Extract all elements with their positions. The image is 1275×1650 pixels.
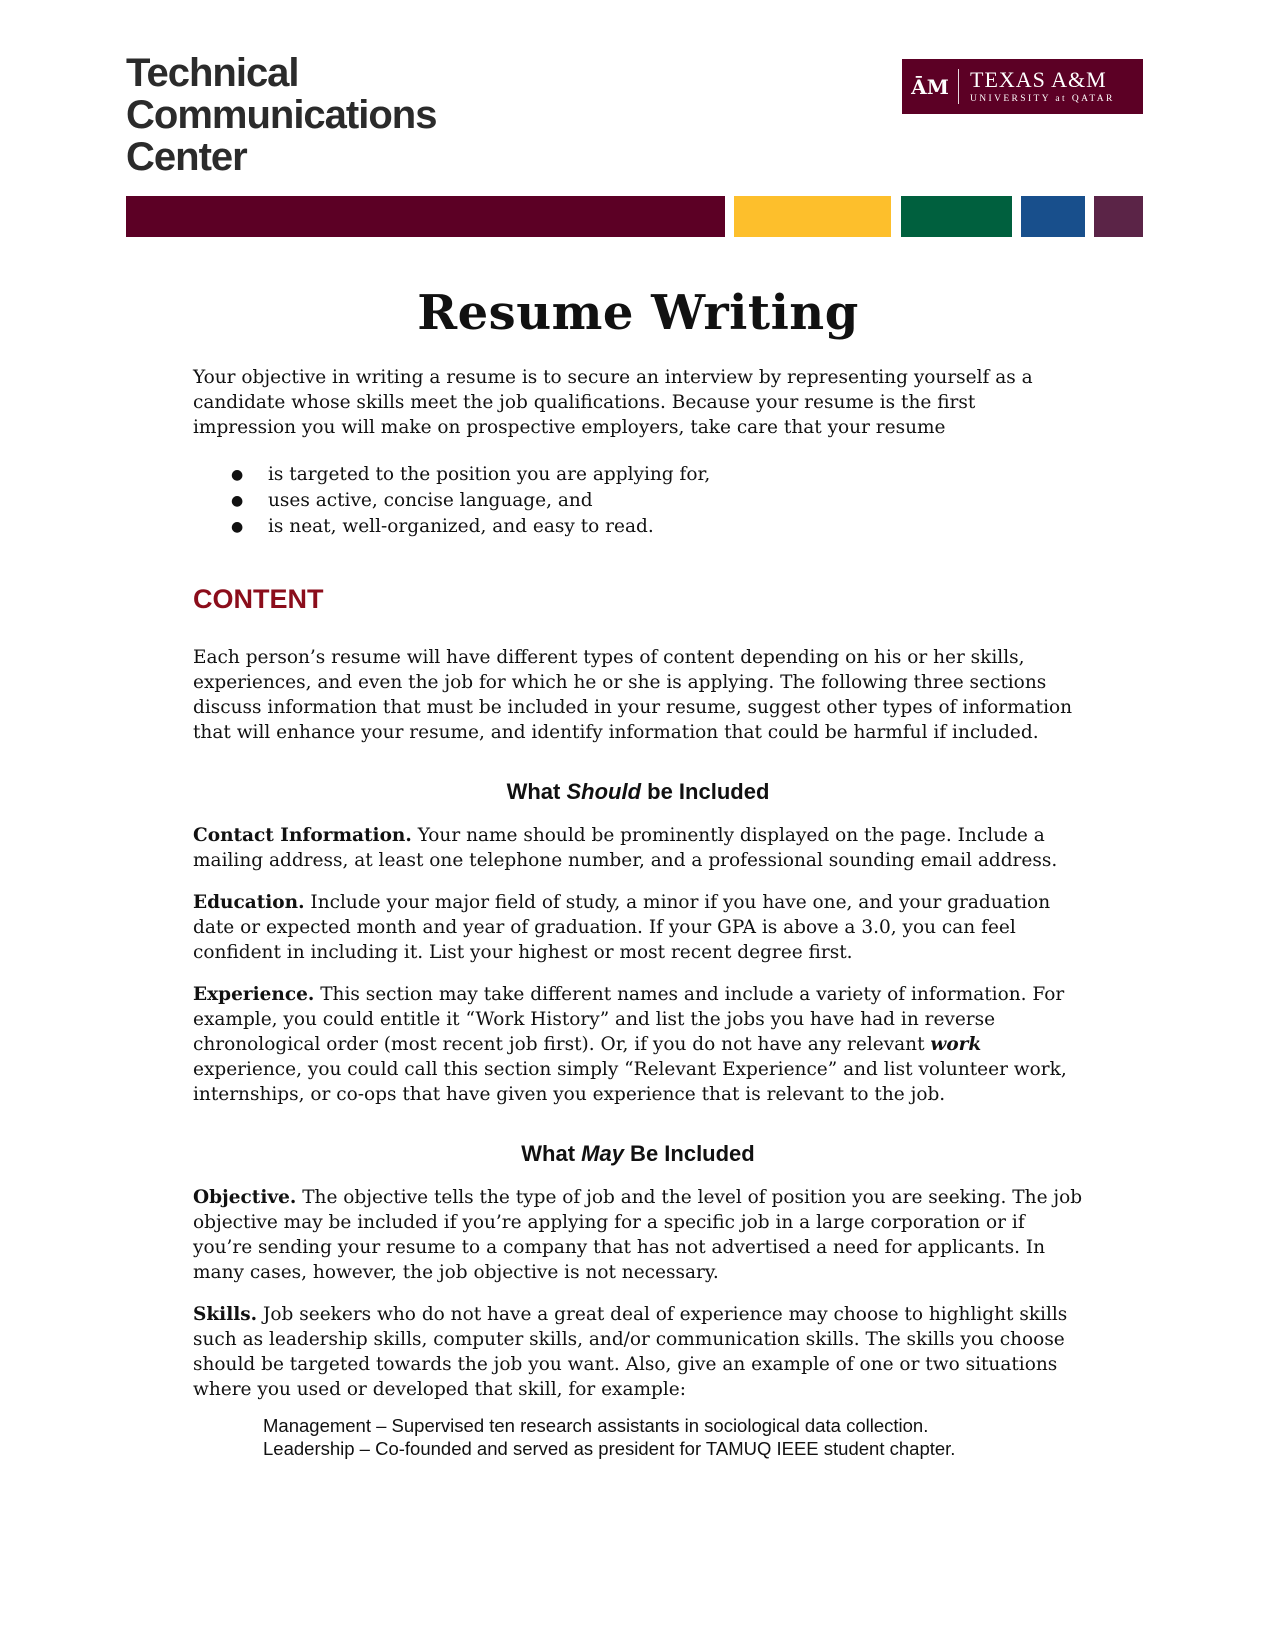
color-bar-blue <box>1021 196 1085 237</box>
color-bar-maroon <box>126 196 725 237</box>
contact-information-label: Contact Information. <box>193 825 412 846</box>
content-heading: CONTENT <box>193 584 324 614</box>
logo-name: TEXAS A&M <box>970 67 1107 92</box>
should-included-heading: What Should be Included <box>506 779 770 804</box>
objective-paragraph: Objective. The objective tells the type of job and the level of position you are seeking. The job objective may be included if you’re applying for a specific job in a large corporation or if you’re sending your resume to a company that has not advertised a need for applicants. In many cases, however, the job objective is not necessary. <box>193 1187 1083 1283</box>
content-paragraph: Each person’s resume will have different types of content depending on his or her skills, experiences, and even the job for which he or she is applying. The following three sections discuss information that must be included in your resume, suggest other types of information that will enhance your resume, and identify information that could be harmful if included. <box>193 647 1073 743</box>
intro-bullet-list <box>193 462 1083 540</box>
contact-information-paragraph: Contact Information. Your name should be prominently displayed on the page. Include a mailing address, at least one telephone number, and a professional sounding email address. <box>193 825 1058 871</box>
document-body <box>193 275 1083 1460</box>
may-included-heading: What May Be Included <box>521 1141 755 1166</box>
list-item: ● uses active, concise language, and <box>193 488 1083 514</box>
color-bar-purple <box>1094 196 1143 237</box>
org-title-line-2: Communications <box>126 93 437 137</box>
tamu-emblem-icon: ĀM <box>911 74 949 99</box>
bullet-icon: ● <box>231 519 244 535</box>
education-paragraph: Education. Include your major field of study, a minor if you have one, and your graduation date or expected month and year of graduation. If your GPA is above a 3.0, you can feel confident in including it. List your highest or most recent degree first. <box>193 892 1051 963</box>
bullet-icon: ● <box>231 467 244 483</box>
logo-subtitle: UNIVERSITY at QATAR <box>970 94 1115 104</box>
list-item: Leadership – Co-founded and served as president for TAMUQ IEEE student chapter. <box>263 1438 956 1459</box>
color-bar-green <box>901 196 1012 237</box>
objective-label: Objective. <box>193 1187 297 1208</box>
bullet-icon: ● <box>231 493 244 509</box>
education-label: Education. <box>193 892 305 913</box>
logo-divider <box>958 69 959 104</box>
intro-paragraph: Your objective in writing a resume is to secure an interview by representing yourself as a candidate whose skills meet the job qualifications. Because your resume is the first impression you will make on prospective employers, take care that your resume <box>193 367 1033 438</box>
color-bar-gold <box>734 196 891 237</box>
tamu-logo <box>902 59 1143 114</box>
org-title-line-1: Technical <box>126 51 299 95</box>
list-item: ● is neat, well-organized, and easy to read. <box>193 514 1083 540</box>
experience-label: Experience. <box>193 984 315 1005</box>
document-title: Resume Writing <box>417 285 859 341</box>
list-item: Management – Supervised ten research assistants in sociological data collection. <box>263 1415 929 1436</box>
org-title <box>126 52 436 178</box>
org-title-line-3: Center <box>126 135 247 179</box>
experience-paragraph: Experience. This section may take different names and include a variety of information. For example, you could entitle it “Work History” and list the jobs you have had in reverse chronological order (most recent job first). Or, if you do not have any relevant work experience, you could call this section simply “Relevant Experience” and list volunteer work, internships, or co-ops that have given you experience that is relevant to the job. <box>193 984 1067 1105</box>
skill-examples <box>263 1414 1083 1460</box>
list-item: ● is targeted to the position you are applying for, <box>193 462 1083 488</box>
skills-label: Skills. <box>193 1304 258 1325</box>
skills-paragraph: Skills. Job seekers who do not have a great deal of experience may choose to highlight skills such as leadership skills, computer skills, and/or communication skills. The skills you choose should be targeted towards the job you want. Also, give an example of one or two situations where you used or developed that skill, for example: <box>193 1304 1068 1400</box>
